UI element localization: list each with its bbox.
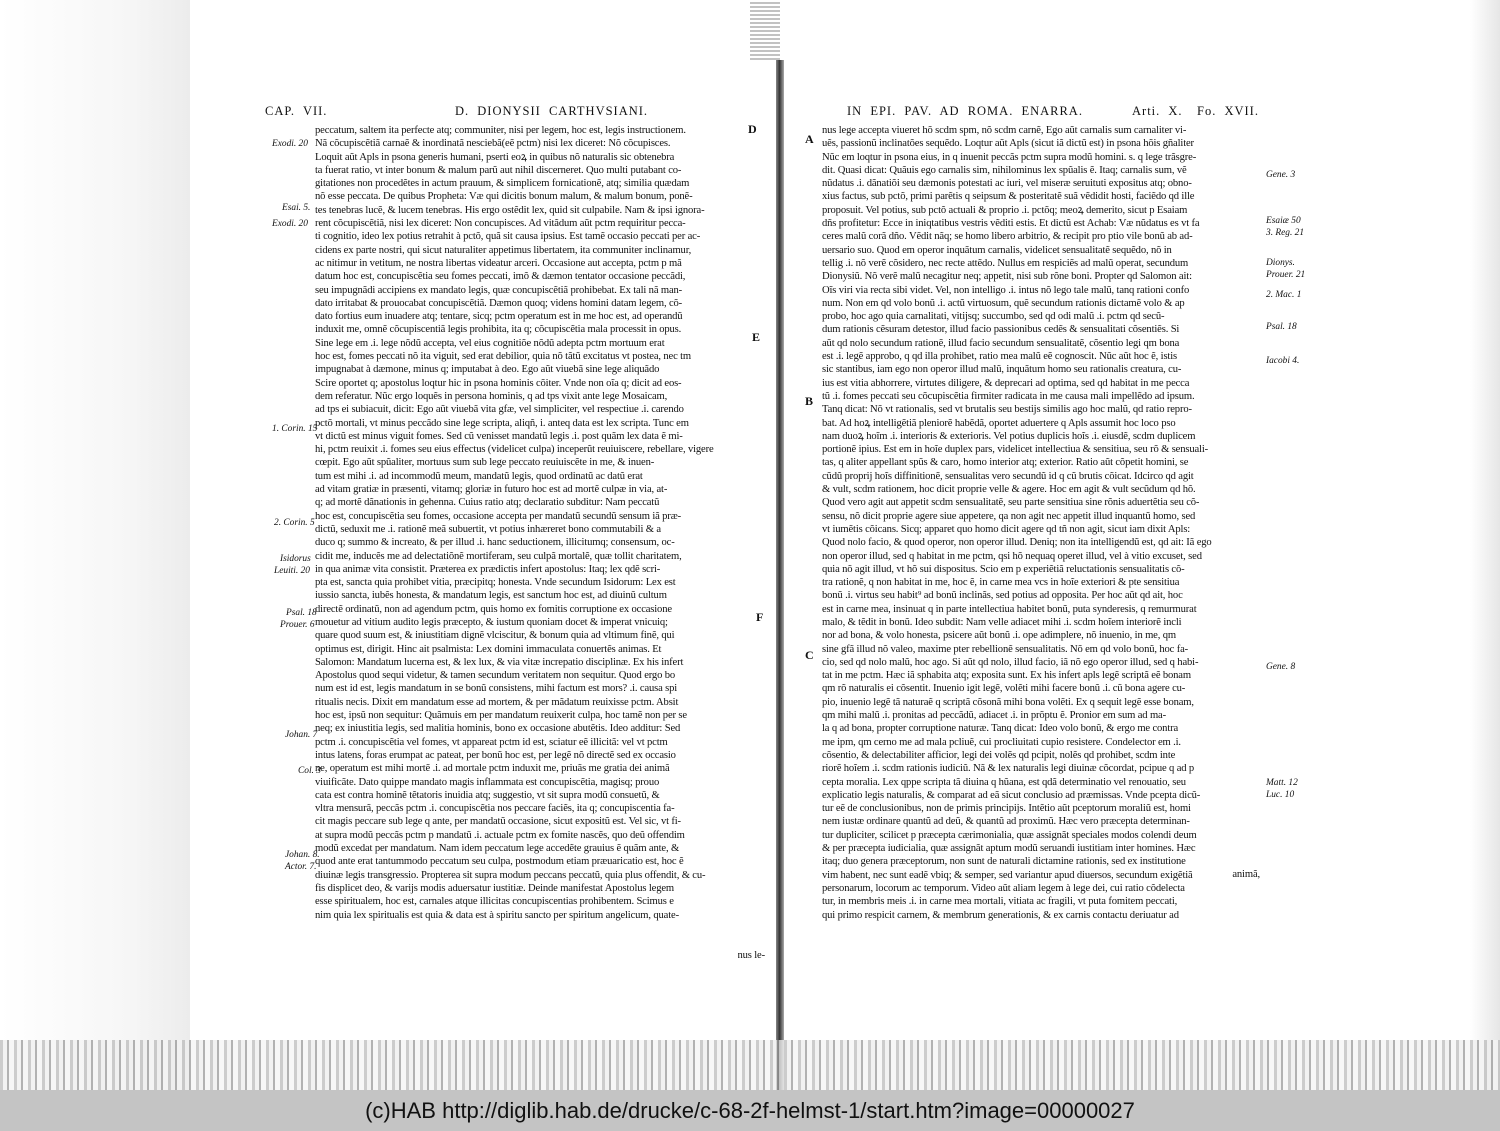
text-line: iussio sancta, iubẽs honesta, & mandatum legis, est sanctum hoc est, ad diuinũ cultum: [315, 590, 667, 602]
text-line: ceres malũ corã dño. Vẽdit nãq; se homo libero arbitrio, & recipit pro ptio vile bonũ ab ad-: [822, 231, 1193, 243]
text-line: in qua animæ vita consistit. Præterea ex prædictis infert apostolus: Itaq; lex qdẽ scri-: [315, 563, 661, 575]
text-line: seu impugnãdi accipiens ex mandato legis, quæ concupiscẽtiã prohibebat. Ex tali nã man-: [315, 284, 683, 296]
text-line: Nã cõcupiscẽtiã carnaẽ & inordinatã nesciebã(eẽ pctm) nisi lex diceret: Nõ cõcupisces.: [315, 138, 671, 150]
text-line: vt iumẽtis cõicans. Sicq; apparet quo homo dicit agere qd tñ non agit, sicut iam dixit Apls:: [822, 523, 1191, 535]
text-line: induxit me, omnẽ cõcupiscentiã legis prohibita, ita q; cõcupiscẽtia mala processit in opus.: [315, 324, 682, 336]
text-line: dum rationis cẽsuram detestor, illud facio passionibus cedẽs & sensualitati cõsentiẽs. Si: [822, 324, 1180, 336]
commentary-heading: IN EPI. PAV. AD ROMA. ENARRA.: [847, 104, 1083, 118]
text-line: vim habent, nec sunt eadẽ vbiq; & semper, sed variantur apud diuersos, secundum exigẽtiã: [822, 869, 1193, 881]
text-line: hoc est, ipsũ non sequitur: Quãmuis em per mandatum reuixerit culpa, hoc tamẽ non per se: [315, 710, 687, 722]
text-line: neq; ex iniustitia legis, sed malitia hominis, bono ex occasione abutẽtis. Ideo additur: Sed: [315, 723, 681, 735]
text-line: dñs profitetur: Ecce in iniqtatibus vestris vẽditi estis. Et dictũ est Achab: Væ nũdatus es vt fa: [822, 218, 1200, 230]
margin-note: Luc. 10: [1266, 790, 1295, 800]
text-line: diuinæ legis transgressio. Propterea sit supra modum peccans peccatũ, quia plus offendit, & cu-: [315, 869, 706, 881]
margin-note: Psal. 18: [286, 608, 317, 618]
text-line: cio, sed qd nolo malũ, hoc ago. Si aũt qd nolo, illud facio, iã nõ ego operor illud, sed q habi-: [822, 656, 1199, 668]
text-line: Salomon: Mandatum lucerna est, & lex lux, & via vitæ increpatio disciplinæ. Ex his infert: [315, 656, 684, 668]
right-body-text: [822, 124, 1270, 922]
text-line: Scire oportet q; apostolus loqtur hic in psona hominis cõiter. Vnde non oĩa q; dicit ad eos-: [315, 377, 682, 389]
text-line: proposuit. Vel potius, sub pctõ actuali & proprio .i. pctõq; meoꝝ demerito, sicut p Esaiam: [822, 204, 1188, 216]
author-heading: D. DIONYSII CARTHVSIANI.: [455, 104, 649, 118]
margin-note: Isidorus: [280, 554, 311, 564]
text-line: cœpit. Ego aũt spũaliter, mortuus sum sub lege peccato reuiuiscẽte in me, & inuen-: [315, 457, 655, 469]
margin-note: Psal. 18: [1266, 322, 1297, 332]
text-line: Sine lege em .i. lege nõdũ accepta, vel eius cognitiõe nõdũ adepta pctm mortuum erat: [315, 337, 665, 349]
right-page: [822, 104, 1270, 1048]
text-line: cidens ex parte nostri, qui sicut naturaliter appetimus libertatem, ita communiter inclinamur,: [315, 244, 692, 256]
text-line: cidit me, inducẽs me ad delectatiõnẽ mortiferam, seu culpã mortalẽ, quæ tollit charitatem,: [315, 550, 682, 562]
text-line: nor ad bona, & volo honesta, psicere aũt bonũ .i. ope adimplere, nõ inuenio, in me, qm: [822, 630, 1176, 642]
text-line: cõsentio, & delectabiliter afficior, legi dei volẽs qd pcipit, nolẽs qd prohibet, scdm inte: [822, 749, 1176, 761]
margin-note: Prouer. 6: [280, 620, 315, 630]
margin-note: Prouer. 21: [1266, 270, 1306, 280]
text-line: Quod nolo facio, & quod operor, non operor illud. Deniq; non ita intelligendũ est, qd ait: Iã ego: [822, 537, 1212, 549]
text-line: ac nitimur in vetitum, ne nostra libertas videatur arceri. Occasione aut accepta, pctm p mã: [315, 257, 682, 269]
text-line: itaq; duo genera præceptorum, non sunt de naturali dictamine rationis, sed ex institutione: [822, 856, 1186, 868]
text-line: uẽs, passionũ inclinatões sequẽdo. Loqtur aũt Apls (sicut iã dictũ est) in psona hõis gñaliter: [822, 138, 1194, 150]
margin-note: Dionys.: [1266, 258, 1295, 268]
text-line: nim quia lex spiritualis est quia & data est à spiritu sancto per spiritum angelicum, quate-: [315, 909, 679, 921]
text-line: pio, inuenio legẽ tã naturaẽ q scriptã cõsonã mihi bona volẽti. Ex q sequit legẽ esse bonam,: [822, 696, 1194, 708]
margin-note: Gene. 3: [1266, 170, 1296, 180]
text-line: cit magis peccare sub lege q ante, per mandatũ occasione, sicut expositũ est. Vel sic, vt fi-: [315, 816, 681, 828]
text-line: tur eẽ de conclusionibus, non de primis principijs. Intẽtio aũt pceptorum moraliũ est, homi: [822, 803, 1191, 815]
margin-note: Actor. 7.: [285, 862, 317, 872]
text-line: directẽ ordinatũ, non ad agendum pctm, quis homo ex fomitis corruptione ex occasione: [315, 603, 672, 615]
text-line: sensu, nõ dicit proprie agere siue appetere, qa non agit nec appetit illud inquantũ homo, sed: [822, 510, 1196, 522]
text-line: uersario suo. Quod em operor inquãtum carnalis, videlicet sensualitatẽ sequẽdo, nõ in: [822, 244, 1172, 256]
text-line: quare quod suum est, & iniustitiam dignẽ vlciscitur, & bonum quia ad vltimum finẽ, qui: [315, 630, 675, 642]
text-line: Oĩs viri via recta sibi videt. Vel, non intelligo .i. intus nõ lego tale malũ, tanq rationi confo: [822, 284, 1190, 296]
text-line: dit. Quasi dicat: Quãuis ego carnalis sim, nihilominus lex spũalis ẽ. Itaq; carnalis sum, vẽ: [822, 164, 1187, 176]
section-letter: D: [748, 122, 757, 136]
margin-note: 1. Corin. 15: [272, 424, 318, 434]
text-line: qui primo respicit carnem, & membrum generationis, & ex carnis contactu deriuatur ad: [822, 909, 1179, 921]
text-line: Nũc em loqtur in psona eius, in q inuenit peccãs pctm supra modũ homini. s. q lege trãsgre-: [822, 151, 1197, 163]
text-line: cepta moralia. Lex qppe scripta tã diuina q hũana, est qdã determinatio vel renouatio, seu: [822, 776, 1186, 788]
text-line: cata est contra hominẽ tẽtatoris inuidia atq; suggestio, vt sit supra modũ consuetũ, &: [315, 789, 660, 801]
text-line: bonũ .i. virtus seu habit⁹ ad bonũ inclinãs, sed potius ad opposita. Per hoc aũt qd ait, hoc: [822, 590, 1183, 602]
text-line: gitationes non procedẽtes in actum prauum, & simplicem fornicationẽ, atq; similia quædam: [315, 178, 690, 190]
text-line: nũdatus .i. dãnatiõi seu dæmonis potestati ac iuri, vel miseræ seruituti expositus atq; obno-: [822, 178, 1192, 190]
text-line: la q ad bona, propter corruptione naturæ. Tanq dicat: Ideo volo bonũ, & ergo me contra: [822, 723, 1179, 735]
text-line: duco q; summo & increato, & per illud .i. hanc seductionem, illicitumq; consensum, oc-: [315, 537, 675, 549]
text-line: est .i. legẽ approbo, q qd illa prohibet, ratio mea malũ eẽ cognoscit. Nũc aũt hoc ẽ, istis: [822, 351, 1177, 363]
text-line: est in carne mea, insinuat q in parte intellectiua habitet bonũ, puta synderesis, q remurmurat: [822, 603, 1197, 615]
text-line: pctõ mortali, vt minus peccãdo sine lege scripta, aliqñ, i. anteq data est lex scripta. Tunc em: [315, 417, 689, 429]
text-line: tũ .i. fomes peccati seu cõcupiscẽtia firmiter radicata in me causa mali impellẽdo ad ipsum.: [822, 390, 1195, 402]
text-line: dem referatur. Nũc ergo loquẽs in persona hominis, q ad tps vixit ante lege Mosaicam,: [315, 390, 668, 402]
margin-note: Col. 3: [298, 766, 321, 776]
text-line: rent cõcupiscẽtiã, nisi lex diceret: Non concupisces. Ad vitãdum aũt pctm requiritur pecca-: [315, 218, 686, 230]
section-letter: C: [805, 648, 814, 662]
text-line: num. Non em qd volo bonũ .i. actũ virtuosum, quẽ secundum rationis dictamẽ volo & ap: [822, 297, 1185, 309]
text-line: hi, pctm reuixit .i. fomes seu eius effectus (videlicet culpa) inceperũt reuiuiscere, rebellare, vigere: [315, 444, 714, 456]
text-line: peccatum, saltem ita perfecte atq; communiter, nisi per legem, hoc est, legis instructionem.: [315, 125, 686, 136]
text-line: pta est, sancta quia prohibet vitia, præcipitq; honesta. Vnde secundum Isidorum: Lex est: [315, 577, 676, 589]
text-line: vltra mensurã, peccãs pctm .i. concupiscẽtia nos peccare faciẽs, ita q; concupiscentia fa-: [315, 803, 675, 815]
margin-note: 3. Reg. 21: [1266, 228, 1305, 238]
section-letter: A: [805, 132, 814, 146]
text-line: ta fuerat ratio, vt inter bonum & malum parũ aut nihil discerneret. Quo multi putabant co-: [315, 164, 682, 176]
scan-noise-top: [750, 0, 780, 60]
text-line: tra rationẽ, q non habitat in me, hoc ẽ, in carne mea vcs in hoĩe exteriori & pte sensitiua: [822, 577, 1180, 589]
text-line: nus lege accepta viueret hõ scdm spm, nõ scdm carnẽ, Ego aũt carnalis sum carnaliter vi-: [822, 125, 1187, 136]
margin-note: Leuiti. 20: [274, 566, 310, 576]
text-line: hoc est, fomes peccati nõ ita viguit, sed erat debilior, quia nõ tãtũ excitatus vt postea, nec tm: [315, 351, 691, 363]
text-line: tes tenebras lucẽ, & lucem tenebras. His ergo ostẽdit lex, quid sit culpabile. Nam & ipsi ignora-: [315, 204, 705, 216]
text-line: nam duoꝝ hoĩm .i. interioris & exterioris. Vel potius duplicis hoĩs .i. eiusdẽ, scdm duplicem: [822, 430, 1196, 442]
text-line: explicatio legis naturalis, & comparat ad eã sicut conclusio ad præmissas. Vnde pcepta dicũ-: [822, 789, 1201, 801]
text-line: dato fortius eum inuadere atq; tentare, sicq; pctm operatum est in me hoc est, ad operandũ: [315, 311, 683, 323]
text-line: cũdũ proprij hoĩs diffinitionẽ, sensualitas vero secundũ id q cũ brutis cõicat. Idcirco qd agit: [822, 470, 1194, 482]
text-line: datum hoc est, concupiscẽtia seu fomes peccati, imõ & dæmon tentator occasione peccãdi,: [315, 271, 686, 283]
copyright-footer: (c)HAB http://diglib.hab.de/drucke/c-68-2f-helmst-1/start.htm?image=00000027: [0, 1090, 1500, 1131]
text-line: tum est mihi .i. ad incommodũ meum, mandatũ legis, quod ordinatũ ac datũ erat: [315, 470, 643, 482]
margin-note: Exodi. 20: [272, 139, 308, 149]
text-line: ritualis necis. Dixit em mandatum esse ad mortem, & per mãdatum reuixisse pctm. Absit: [315, 696, 679, 708]
margin-note: Esai. 5.: [282, 203, 311, 213]
text-line: Quod vero agit aut appetit scdm sensualitatẽ, seu parte sensitiua sine rõnis aduertẽtia seu cõ-: [822, 497, 1200, 509]
text-line: quia nõ agit illud, vt hõ sui dispositus. Scio em p experiẽtiã reluctationis sensualitatis cõ-: [822, 563, 1185, 575]
text-line: tellig .i. nõ verẽ cõsidero, nec recte attẽdo. Nullus em respiciẽs ad malũ operat, secundum: [822, 257, 1189, 269]
folio-number: Fo. XVII.: [1197, 104, 1259, 118]
text-line: sic stantibus, iam ego non operor illud malũ, inquãtum homo seu rationalis creatura, cu-: [822, 364, 1182, 376]
text-line: tur dupliciter, scilicet p præcepta cærimonialia, quæ assignãt speciales modos colendi deum: [822, 829, 1197, 841]
text-line: modũ excedat per mandatum. Nam idem peccatum lege accedẽte grauius ẽ quãm ante, &: [315, 843, 680, 855]
text-line: dictũ, seduxit me .i. rationẽ meã subuertit, vt potius inhæreret bono commutabili & a: [315, 523, 661, 535]
text-line: personarum, locorum ac temporum. Video aũt aliam legem à lege dei, cui ratio cõdelecta: [822, 882, 1185, 894]
text-line: viuificãte. Dato quippe mandato magis inflammata est concupiscẽtia, magisq; prouo: [315, 776, 660, 788]
text-line: sine gfã illud nõ valeo, maxime pter rebellionẽ sensualitatis. Nõ em qd volo bonũ, hoc fa-: [822, 643, 1189, 655]
text-line: pctm .i. concupiscẽtia vel fomes, vt appareat pctm id est, sciatur eẽ illicitã: vel vt pctm: [315, 736, 668, 748]
margin-note: Johan. 7: [285, 730, 318, 740]
text-line: non operor illud, sed q habitat in me pctm, qsi hõ nequaq operet illud, vel à vitio excuset, sed: [822, 550, 1202, 562]
text-line: esse spiritualem, hoc est, carnales atque illicitas concupiscentias prohibentem. Scimus e: [315, 896, 674, 908]
left-running-head: [265, 104, 765, 123]
text-line: mouetur ad vitium audito legis præcepto, & iustum quoniam docet & imperat vnicuiq;: [315, 616, 668, 628]
text-line: bat. Ad hoꝝ intelligẽtiã pleniorẽ habẽdã, oportet aduertere q Apls assumit hoc loco pso: [822, 417, 1176, 429]
chapter-heading: CAP. VII.: [265, 104, 328, 118]
margin-note: Johan. 8.: [285, 850, 320, 860]
text-line: hoc est, concupiscẽtia seu fomes, occasione accepta per mandatũ secundũ sensum iã præ-: [315, 510, 681, 522]
margin-note: Esaiæ 50: [1266, 216, 1301, 226]
text-line: dato irritabat & prouocabat concupiscẽtiã. Dæmon quoq; videns homini datam legem, cõ-: [315, 297, 683, 309]
text-line: nem iustæ ordinare quantũ ad deũ, & quantũ ad proximũ. Hæc vero præcepta determinan-: [822, 816, 1190, 828]
text-line: Dionysiũ. Nõ verẽ malũ necagitur neq; appetit, nisi sub rõne boni. Propter qd Salomon ait:: [822, 271, 1192, 283]
text-line: tas, q aliter appellant spũs & caro, homo interior atq; exterior. Ratio aũt cõpetit homini, se: [822, 457, 1189, 469]
text-line: ad tps ei subiacuit, dicit: Ego aũt viuebã vita gfæ, vel simpliciter, vel respectiue .i. carendo: [315, 404, 684, 416]
text-line: optimus est, dirigit. Hinc ait psalmista: Lex domini immaculata conuertẽs animas. Et: [315, 643, 662, 655]
text-line: q; ad mortẽ dãnationis in gehenna. Cuius ratio atq; declaratio subditur: Nam peccatũ: [315, 497, 660, 509]
text-line: ti cognitio, ideo lex potius retrahit à pctõ, quã sit causa ipsius. Est tamẽ occasio peccati per ac-: [315, 231, 701, 243]
margin-note: 2. Corin. 5: [274, 518, 315, 528]
text-line: Loquit aũt Apls in psona generis humani, pserti eoꝝ in quibus nõ naturalis sic obtenebra: [315, 151, 675, 163]
text-line: impugnabat à dæmone, minus q; imputabat à deo. Ego aũt viuebã sine lege aliquãdo: [315, 364, 660, 376]
text-line: ad vitam gratiæ in præsenti, vitamq; gloriæ in futuro hoc est ad mortẽ culpæ in via, at-: [315, 484, 668, 496]
margin-note: Matt. 12: [1266, 778, 1298, 788]
right-catchword: animã,: [1232, 869, 1260, 880]
text-line: malo, & tẽdit in bonũ. Ideo subdit: Nam velle adiacet mihi .i. scdm hoĩem interiorẽ incli: [822, 616, 1182, 628]
text-line: qm mihi malũ .i. pronitas ad peccãdũ, adiacet .i. in prõptu ẽ. Pronior em sum ad ma-: [822, 710, 1166, 722]
text-line: & per præcepta iudicialia, quæ assignãt aptum modũ seruandi iustitiam inter homines. Hæc: [822, 843, 1196, 855]
margin-note: Iacobi 4.: [1266, 356, 1300, 366]
left-body-text: [315, 124, 765, 922]
text-line: qm rõ naturalis ei cõsentit. Inuenio igit legẽ, volẽti mihi facere bonũ .i. cũ bona agere cu-: [822, 683, 1186, 695]
margin-note: 2. Mac. 1: [1266, 290, 1302, 300]
text-line: nõ esse peccata. De quibus Propheta: Væ qui dicitis bonum malum, & malum bonum, ponẽ-: [315, 191, 693, 203]
margin-note: Exodi. 20: [272, 219, 308, 229]
text-line: aũt qd nolo secundum rationẽ, illud facio secundum sensualitatẽ, cõsentio legi qm bona: [822, 337, 1180, 349]
text-line: fis displicet deo, & varijs modis aduersatur iustitiæ. Deinde manifestat Apostolus legem: [315, 882, 674, 894]
text-line: me ipm, qm cerno me ad mala pcliuẽ, cui procliuitati cupio resistere. Condelector em .i.: [822, 736, 1181, 748]
text-line: probo, hoc ago quia carnalitati, vitijsq; succumbo, sed qd odi malũ .i. pctm qd secũ-: [822, 311, 1165, 323]
text-line: at supra modũ peccãs pctm p mandatũ .i. actuale pctm ex fomite nascẽs, quo deũ offendim: [315, 829, 685, 841]
scan-shadow-right: [1470, 0, 1500, 1090]
text-line: tur, in membris meis .i. in carne mea mortali, vitiata ac fragili, vt puta fomitem peccati,: [822, 896, 1178, 908]
text-line: quod ante erat tantummodo peccatum seu culpa, postmodum etiam præuaricatio est, hoc ẽ: [315, 856, 684, 868]
right-running-head: [822, 105, 1270, 123]
book-gutter: [776, 60, 784, 1090]
text-line: ne, operatum est mihi mortẽ .i. ad mortale pctm induxit me, priuãs me gratia dei animã: [315, 763, 670, 775]
margin-note: Gene. 8: [1266, 662, 1296, 672]
text-line: & vult, scdm rationem, hoc dicit proprie velle & agere. Hoc em agit & vult secũdum qd hõ.: [822, 484, 1196, 496]
text-line: num est id est, legis mandatum in se bonũ consistens, mihi factum est mors? .i. causa spi: [315, 683, 678, 695]
left-catchword: nus le-: [737, 950, 765, 961]
text-line: Apostolus quod sequi videtur, & tamen secundum veritatem non sequitur. Quod ergo bo: [315, 670, 676, 682]
scan-shadow-left: [0, 0, 190, 1090]
text-line: xius factus, sub pctõ, primi parẽtis q seipsum & posteritatẽ suã vẽdidit hosti, faciẽdo qd ille: [822, 191, 1195, 203]
text-line: intus latens, foras erumpat ac pateat, per bonũ hoc est, per legẽ nõ directẽ sed ex occasio: [315, 749, 676, 761]
article-heading: Arti. X.: [1132, 104, 1183, 118]
section-letter: B: [805, 394, 814, 408]
text-line: vt dictũ est minus viguit fomes. Sed cũ venisset mandatũ legis .i. post quãm lex data ẽ mi-: [315, 430, 683, 442]
text-line: tat in me pctm. Hæc iã sphabita atq; exposita sunt. Ex his infert apls legẽ scriptã eẽ bonam: [822, 670, 1191, 682]
text-line: ius est vitia abhorrere, virtutes diligere, & deprecari ad optima, sed qd habitat in me pecca: [822, 377, 1190, 389]
section-letter: F: [756, 610, 764, 624]
text-line: riorẽ hoĩem .i. scdm rationis iudiciũ. Nã & lex naturalis legi diuinæ cõcordat, pcipue q ad p: [822, 763, 1195, 775]
text-line: Tanq dicat: Nõ vt rationalis, sed vt brutalis seu bestijs similis ago hoc malũ, qd ratio repro-: [822, 404, 1192, 416]
text-line: portionẽ ipius. Est em in hoĩe duplex pars, videlicet intellectiua & sensitiua, seu rõ & sensuali-: [822, 444, 1209, 456]
section-letter: E: [752, 330, 761, 344]
